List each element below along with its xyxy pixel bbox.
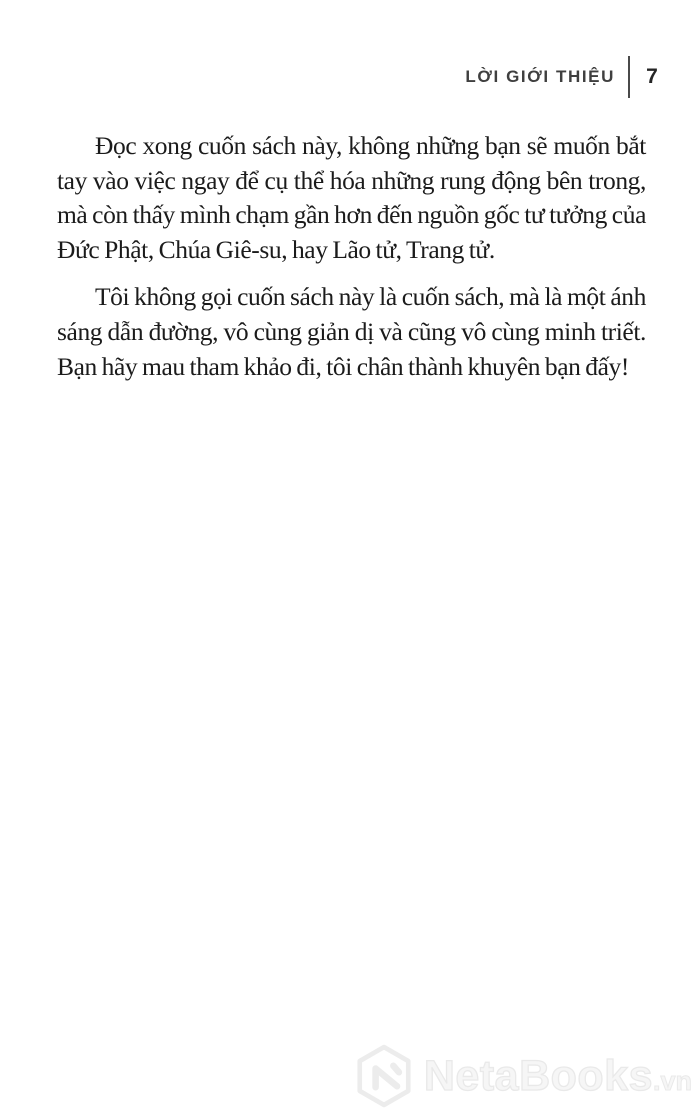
watermark-domain: .vn <box>652 1065 692 1096</box>
watermark-text <box>423 1051 692 1100</box>
netabooks-hexagon-n-logo-icon <box>356 1044 412 1108</box>
running-header <box>0 56 674 98</box>
watermark-brand-suffix: Books <box>519 1051 653 1100</box>
paragraph: Tôi không gọi cuốn sách này là cuốn sách, mà là một ánh sáng dẫn đường, vô cùng giản dị và cũng vô cùng minh triết. Bạn hãy mau tham khảo đi, tôi chân thành khuyên bạn đấy! <box>57 282 646 381</box>
body-text-block <box>57 129 646 397</box>
watermark-brand-prefix: Neta <box>423 1051 520 1100</box>
section-title: LỜI GIỚI THIỆU <box>465 67 615 86</box>
netabooks-watermark <box>356 1044 692 1108</box>
paragraph: Đọc xong cuốn sách này, không những bạn sẽ muốn bắt tay vào việc ngay để cụ thể hóa những rung động bên trong, mà còn thấy mình chạm gần hơn đến nguồn gốc tư tưởng của Đức Phật, Chúa Giê-su, hay Lão tử, Trang tử. <box>57 131 646 264</box>
page-number: 7 <box>646 65 658 88</box>
